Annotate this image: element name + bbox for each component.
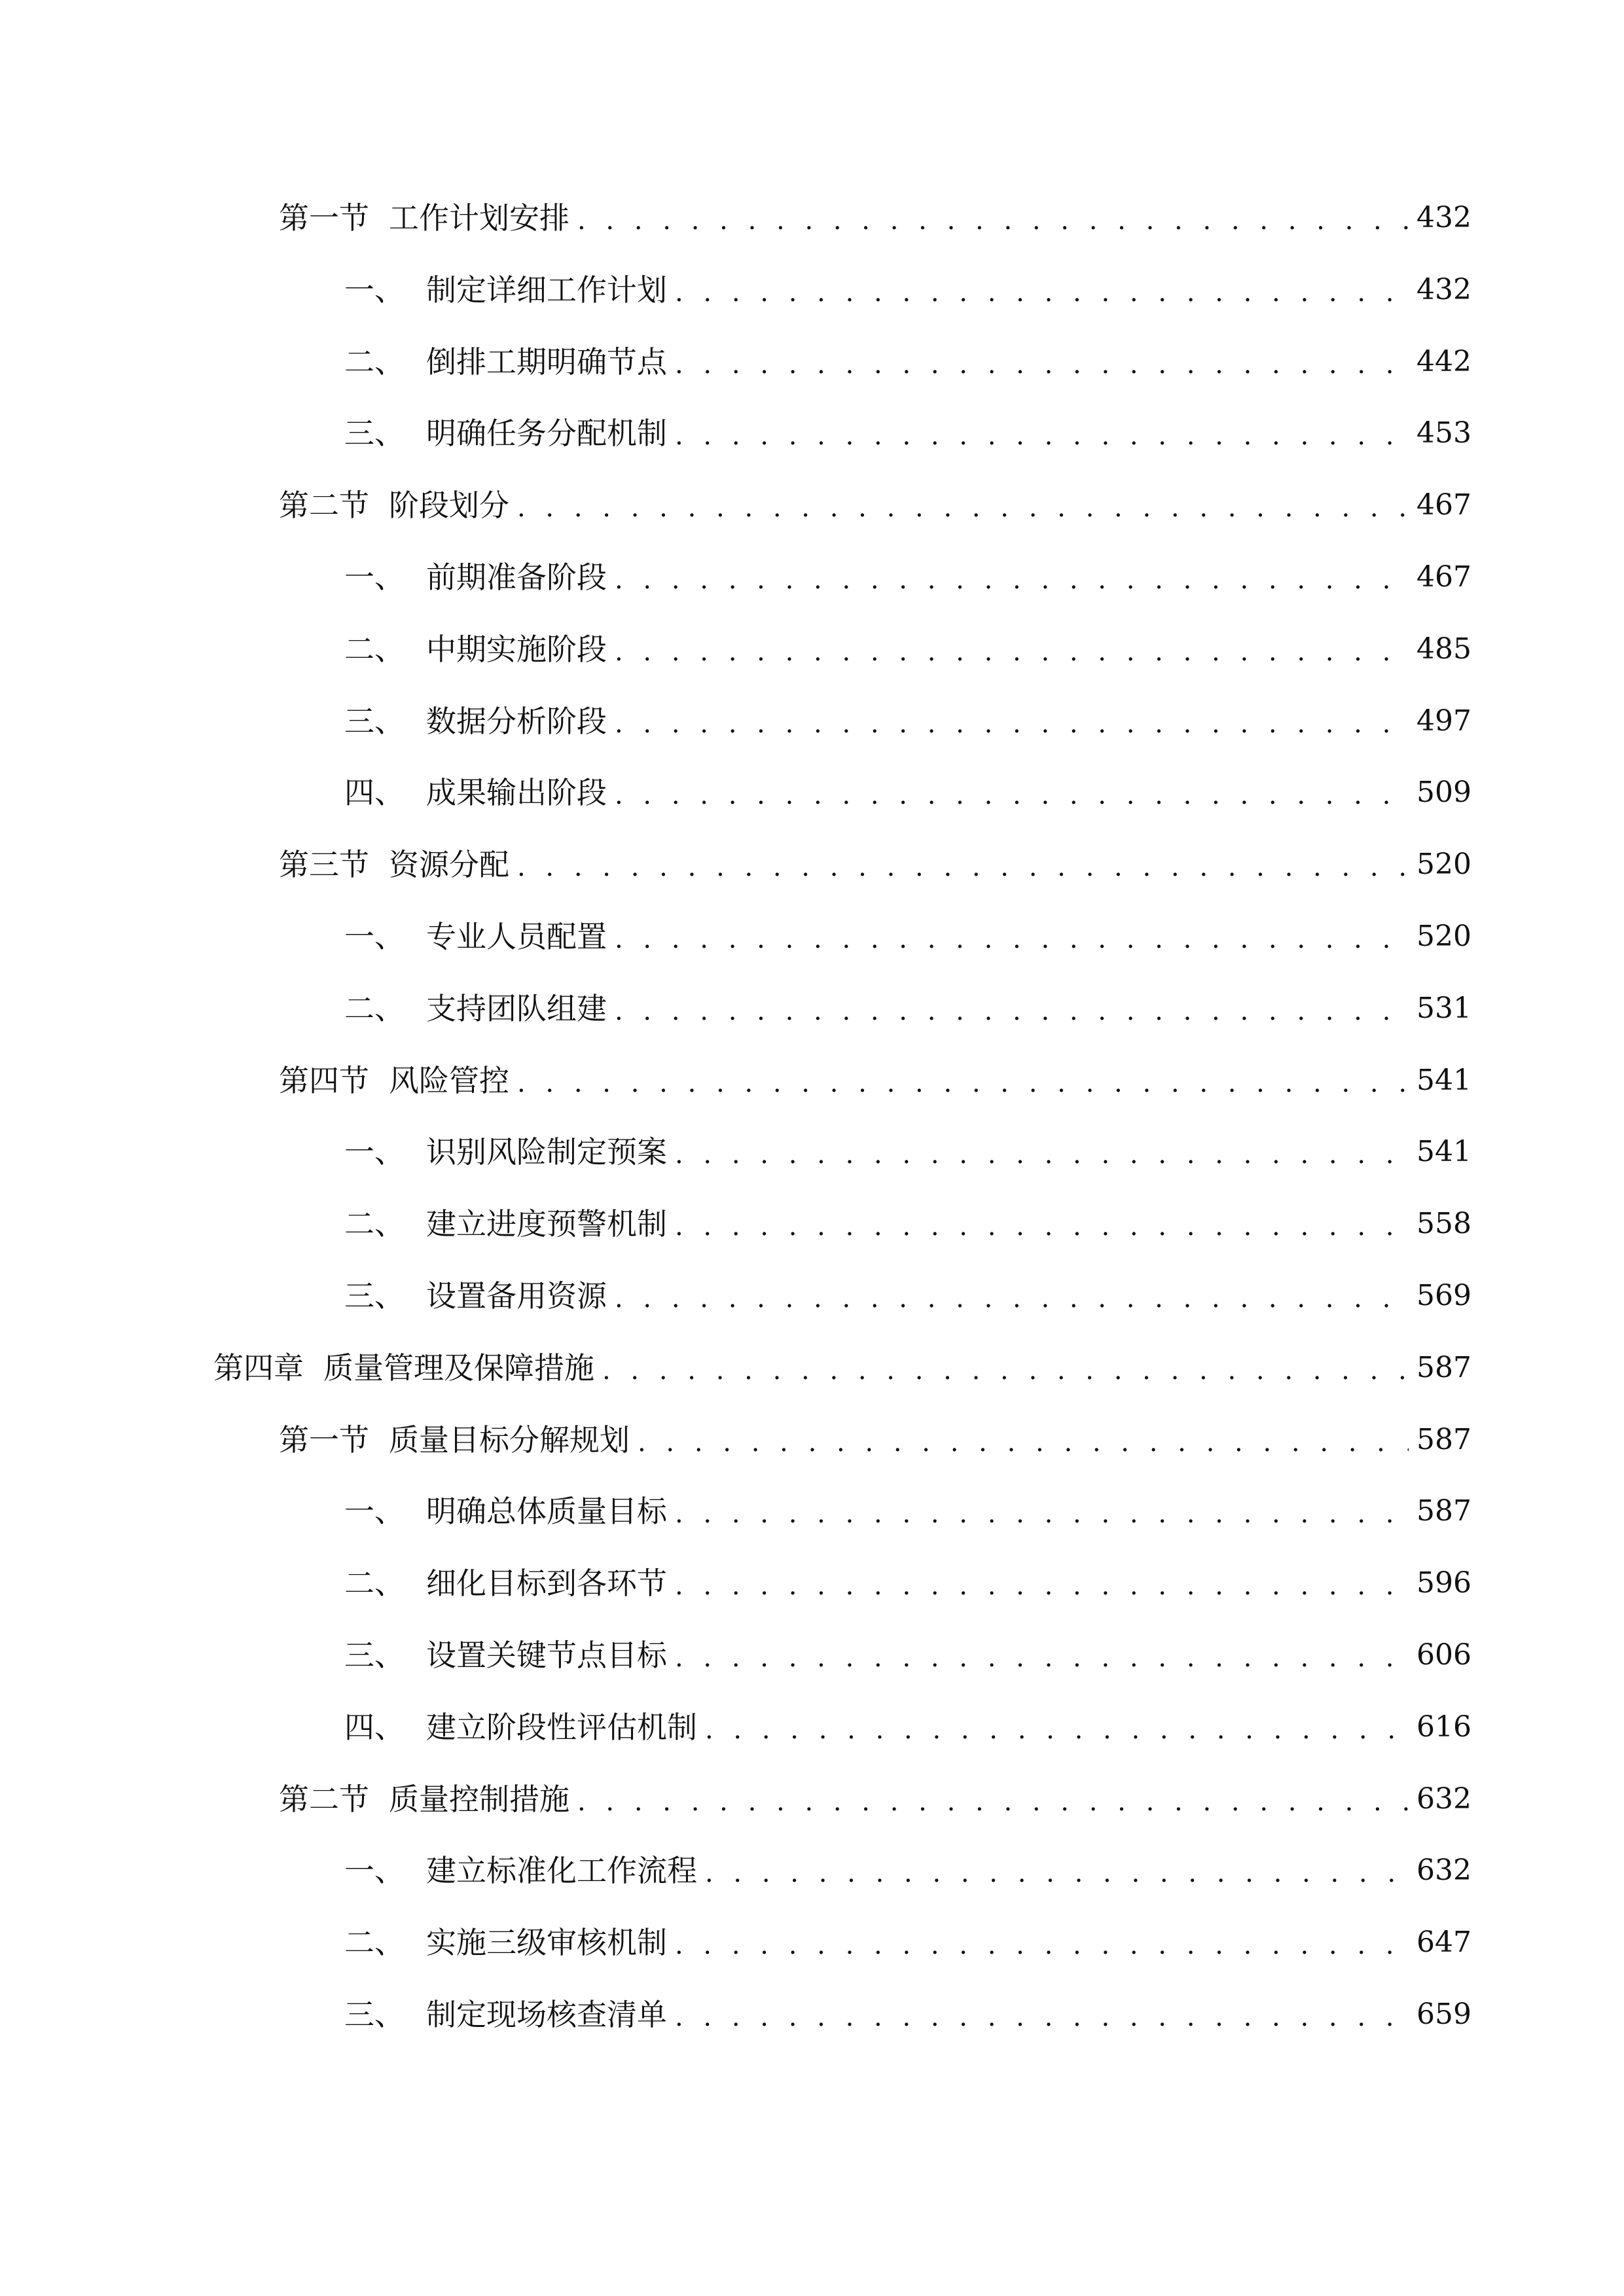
toc-entry-item[interactable] (344, 982, 1471, 1035)
toc-entry-title: 数据分析阶段 (426, 704, 607, 739)
toc-entry-item[interactable] (344, 766, 1471, 819)
toc-entry-title: 识别风险制定预案 (426, 1134, 667, 1170)
toc-entry-page-number: 569 (1416, 1279, 1471, 1312)
dot-leader (602, 1347, 1409, 1394)
toc-entry-item[interactable] (344, 695, 1471, 747)
dot-leader (675, 1994, 1409, 2041)
toc-entry-title: 风险管控 (389, 1063, 509, 1098)
toc-entry-title: 明确总体质量目标 (426, 1494, 667, 1529)
toc-entry-section[interactable] (279, 1773, 1471, 1825)
toc-entry-number: 二、 (344, 991, 405, 1026)
toc-entry-number: 二、 (344, 1566, 405, 1601)
dot-leader (675, 1562, 1409, 1609)
toc-entry-number: 三、 (344, 1638, 405, 1673)
toc-entry-title: 制定现场核查清单 (426, 1997, 667, 2032)
dot-leader (675, 412, 1409, 459)
toc-entry-number: 三、 (344, 1997, 405, 2032)
toc-entry-number: 二、 (344, 1206, 405, 1242)
toc-entry-title: 中期实施阶段 (426, 632, 607, 667)
dot-leader (517, 484, 1409, 531)
dot-leader (675, 1203, 1409, 1250)
dot-leader (615, 628, 1409, 675)
toc-entry-number: 三、 (344, 704, 405, 739)
toc-entry-title: 实施三级审核机制 (426, 1925, 667, 1960)
dot-leader (615, 916, 1409, 963)
toc-entry-title: 阶段划分 (389, 488, 509, 523)
toc-entry-page-number: 632 (1416, 1854, 1471, 1887)
toc-entry-number: 第一节 (279, 1422, 369, 1458)
toc-entry-item[interactable] (344, 264, 1471, 316)
toc-entry-title: 质量控制措施 (389, 1782, 569, 1817)
toc-entry-item[interactable] (344, 1485, 1471, 1537)
toc-entry-title: 建立标准化工作流程 (426, 1853, 697, 1888)
toc-entry-title: 明确任务分配机制 (426, 416, 667, 451)
toc-entry-number: 二、 (344, 344, 405, 380)
toc-entry-page-number: 442 (1416, 345, 1471, 378)
toc-entry-section[interactable] (279, 1414, 1471, 1466)
toc-entry-page-number: 485 (1416, 632, 1471, 666)
toc-entry-chapter[interactable] (213, 1342, 1471, 1394)
toc-entry-item[interactable] (344, 1270, 1471, 1322)
toc-entry-number: 第一节 (279, 200, 369, 236)
toc-entry-page-number: 531 (1416, 992, 1471, 1025)
toc-entry-title: 前期准备阶段 (426, 560, 607, 595)
toc-entry-title: 设置备用资源 (426, 1278, 607, 1314)
toc-entry-number: 一、 (344, 1853, 405, 1888)
toc-entry-number: 四、 (344, 1710, 405, 1745)
toc-entry-page-number: 596 (1416, 1566, 1471, 1600)
toc-entry-page-number: 541 (1416, 1135, 1471, 1168)
dot-leader (638, 1419, 1409, 1466)
dot-leader (675, 1490, 1409, 1537)
toc-entry-number: 一、 (344, 1134, 405, 1170)
toc-entry-page-number: 541 (1416, 1064, 1471, 1097)
toc-entry-section[interactable] (279, 192, 1471, 244)
toc-entry-item[interactable] (344, 1198, 1471, 1250)
toc-entry-item[interactable] (344, 1629, 1471, 1681)
toc-entry-page-number: 432 (1416, 201, 1471, 234)
toc-entry-page-number: 558 (1416, 1207, 1471, 1240)
toc-entry-page-number: 432 (1416, 273, 1471, 306)
toc-entry-number: 三、 (344, 416, 405, 451)
toc-entry-item[interactable] (344, 1126, 1471, 1178)
dot-leader (675, 1922, 1409, 1969)
dot-leader (705, 1706, 1409, 1753)
toc-entry-number: 一、 (344, 919, 405, 954)
toc-entry-item[interactable] (344, 407, 1471, 459)
toc-entry-number: 四、 (344, 775, 405, 810)
toc-entry-title: 质量管理及保障措施 (323, 1350, 594, 1386)
toc-entry-title: 制定详细工作计划 (426, 272, 667, 308)
toc-entry-page-number: 632 (1416, 1782, 1471, 1816)
toc-entry-title: 建立阶段性评估机制 (426, 1710, 697, 1745)
toc-entry-number: 三、 (344, 1278, 405, 1314)
toc-entry-page-number: 587 (1416, 1494, 1471, 1528)
dot-leader (615, 1275, 1409, 1322)
toc-entry-number: 第二节 (279, 1782, 369, 1817)
toc-entry-title: 倒排工期明确节点 (426, 344, 667, 380)
toc-entry-section[interactable] (279, 838, 1471, 891)
dot-leader (577, 197, 1409, 244)
toc-entry-page-number: 587 (1416, 1423, 1471, 1456)
toc-entry-title: 设置关键节点目标 (426, 1638, 667, 1673)
dot-leader (675, 1634, 1409, 1681)
toc-entry-item[interactable] (344, 1844, 1471, 1897)
dot-leader (615, 988, 1409, 1035)
toc-entry-title: 细化目标到各环节 (426, 1566, 667, 1601)
toc-entry-page-number: 453 (1416, 416, 1471, 450)
toc-entry-page-number: 587 (1416, 1351, 1471, 1384)
toc-entry-page-number: 659 (1416, 1998, 1471, 2031)
dot-leader (615, 772, 1409, 819)
toc-entry-item[interactable] (344, 1988, 1471, 2041)
toc-entry-item[interactable] (344, 1557, 1471, 1609)
dot-leader (517, 844, 1409, 891)
toc-entry-number: 一、 (344, 272, 405, 308)
toc-entry-title: 质量目标分解规划 (389, 1422, 630, 1458)
toc-entry-number: 一、 (344, 560, 405, 595)
dot-leader (675, 341, 1409, 388)
toc-entry-title: 建立进度预警机制 (426, 1206, 667, 1242)
dot-leader (675, 1131, 1409, 1178)
toc-entry-item[interactable] (344, 910, 1471, 963)
dot-leader (615, 700, 1409, 747)
toc-entry-item[interactable] (344, 551, 1471, 603)
toc-entry-number: 一、 (344, 1494, 405, 1529)
toc-entry-page-number: 616 (1416, 1710, 1471, 1744)
toc-entry-number: 第三节 (279, 847, 369, 882)
toc-entry-page-number: 467 (1416, 488, 1471, 522)
dot-leader (517, 1060, 1409, 1107)
toc-entry-page-number: 520 (1416, 920, 1471, 953)
toc-entry-page-number: 647 (1416, 1926, 1471, 1959)
toc-entry-section[interactable] (279, 1054, 1471, 1107)
toc-entry-number: 第二节 (279, 488, 369, 523)
toc-entry-number: 二、 (344, 632, 405, 667)
toc-entry-title: 工作计划安排 (389, 200, 569, 236)
toc-entry-number: 第四节 (279, 1063, 369, 1098)
toc-entry-page-number: 606 (1416, 1638, 1471, 1672)
toc-entry-item[interactable] (344, 1916, 1471, 1969)
toc-entry-page-number: 520 (1416, 848, 1471, 881)
toc-entry-item[interactable] (344, 336, 1471, 388)
toc-entry-title: 专业人员配置 (426, 919, 607, 954)
toc-entry-number: 第四章 (213, 1350, 304, 1386)
toc-entry-title: 支持团队组建 (426, 991, 607, 1026)
toc-entry-page-number: 509 (1416, 776, 1471, 809)
toc-entry-section[interactable] (279, 479, 1471, 531)
toc-entry-title: 资源分配 (389, 847, 509, 882)
toc-entry-title: 成果输出阶段 (426, 775, 607, 810)
toc-entry-number: 二、 (344, 1925, 405, 1960)
dot-leader (705, 1850, 1409, 1897)
dot-leader (615, 556, 1409, 603)
toc-entry-item[interactable] (344, 1701, 1471, 1753)
dot-leader (675, 269, 1409, 316)
toc-entry-page-number: 497 (1416, 704, 1471, 738)
dot-leader (577, 1778, 1409, 1825)
toc-entry-item[interactable] (344, 623, 1471, 675)
toc-entry-page-number: 467 (1416, 560, 1471, 594)
